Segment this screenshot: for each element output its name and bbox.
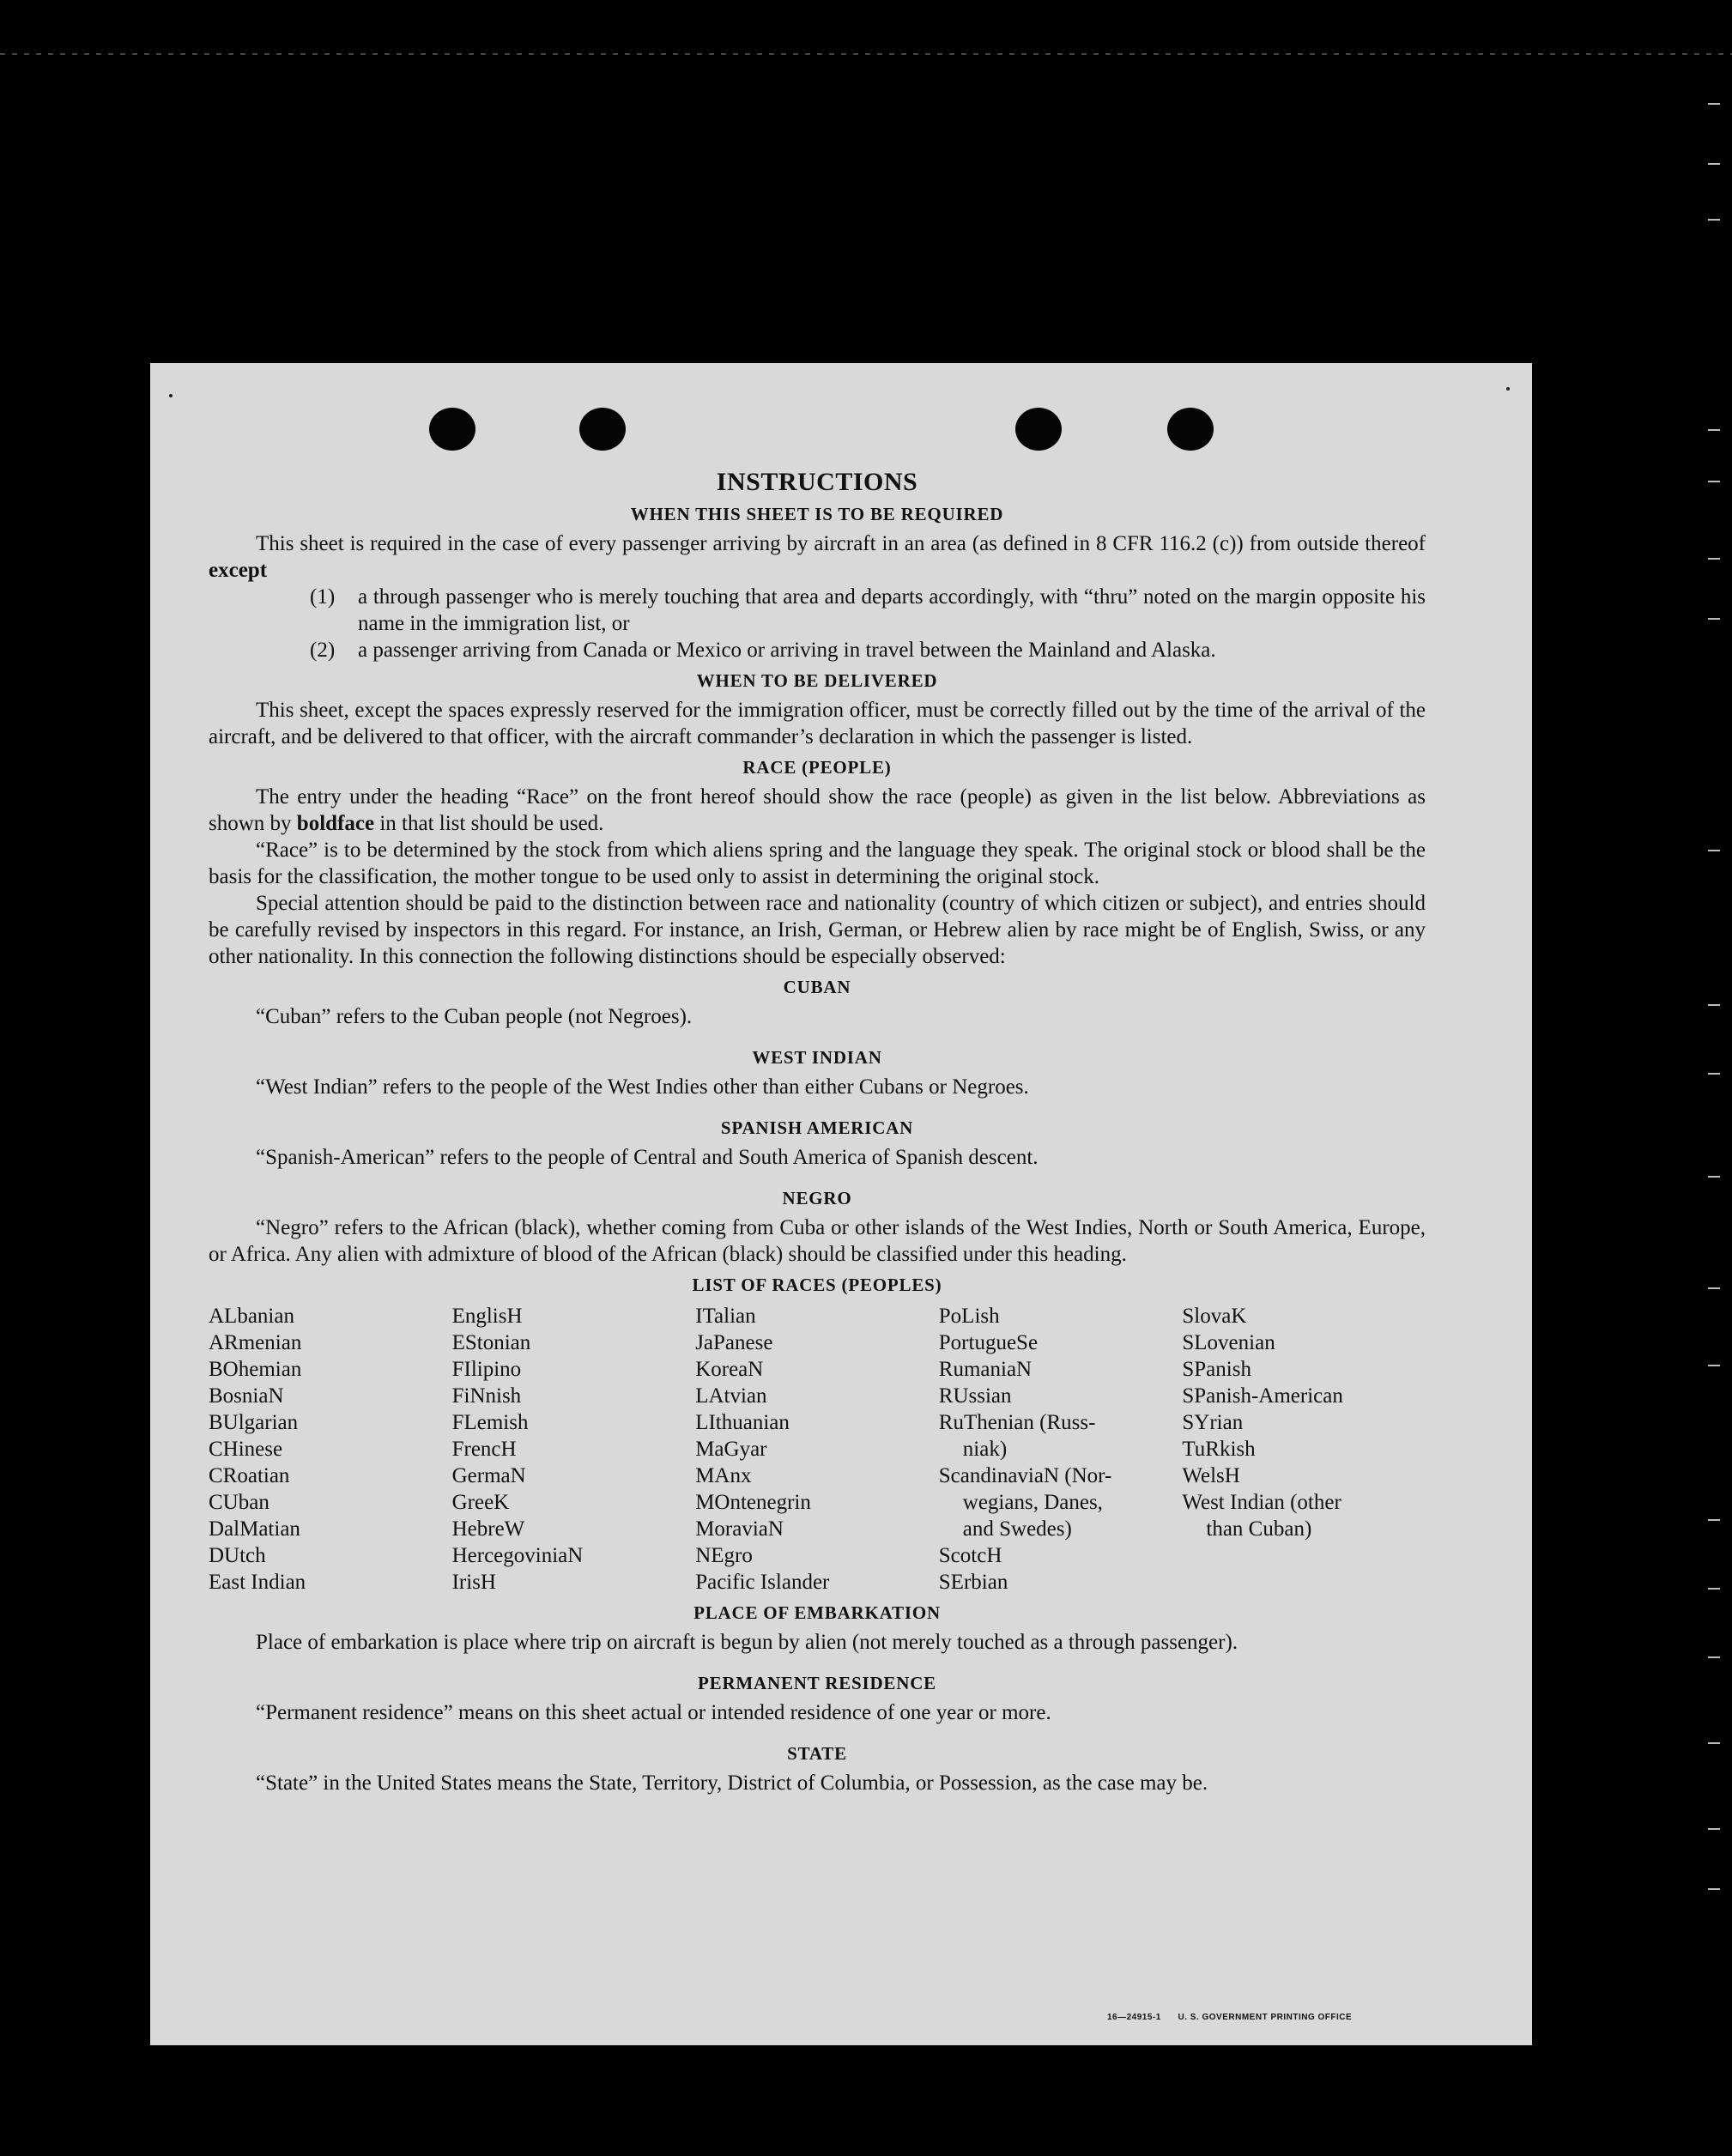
race-paragraph-2: “Race” is to be determined by the stock from which aliens spring and the language they speak. The original stock or blood shall be the basis for the classification, the mother tongue to be used only to assist in determining the original stock. xyxy=(209,839,1426,888)
heading-west-indian: WEST INDIAN xyxy=(752,1047,882,1068)
race-entry: FLemish xyxy=(451,1411,529,1434)
heading-spanish-american: SPANISH AMERICAN xyxy=(720,1117,914,1138)
race-entry: BosniaN xyxy=(209,1384,284,1408)
race-entry: SErbian xyxy=(938,1571,1008,1594)
race-entry: FiNnish xyxy=(451,1384,522,1408)
race-entry: RUssian xyxy=(938,1384,1012,1408)
race-paragraph-1: The entry under the heading “Race” on the front hereof should show the race (people) as given in the list below. Abbreviations as shown by boldface in that list should be used. xyxy=(209,785,1426,835)
cuban-text: “Cuban” refers to the Cuban people (not Negroes). xyxy=(256,1005,693,1028)
race-entry: DUtch xyxy=(209,1544,266,1567)
race-entry: MOntenegrin xyxy=(695,1491,811,1514)
scan-edge-marks xyxy=(1698,77,1732,2120)
race-entry: SYrian xyxy=(1182,1411,1244,1434)
required-intro: This sheet is required in the case of every passenger arriving by aircraft in an area (as defined in 8 CFR 116.2 (c)) from outside thereof except xyxy=(209,532,1426,582)
race-entry: MaGyar xyxy=(695,1438,767,1461)
race-entry: GreeK xyxy=(451,1491,510,1514)
embarkation-text: Place of embarkation is place where trip on aircraft is begun by alien (not merely touched as a through passenger). xyxy=(256,1631,1238,1654)
race-entry: MoraviaN xyxy=(695,1517,784,1541)
race-entry: ARmenian xyxy=(209,1331,302,1354)
race-paragraph-3: Special attention should be paid to the distinction between race and nationality (country of which citizen or subject), and entries should be carefully revised by inspectors in this regard. For instance, an Irish, German, or Hebrew alien by race might be of English, Swiss, or any other nationality. In this connection the following distinctions should be especially observed: xyxy=(209,892,1426,968)
heading-race: RACE (PEOPLE) xyxy=(742,757,892,778)
race-entry: FIlipino xyxy=(451,1358,522,1381)
speck xyxy=(1506,387,1510,391)
race-entry: GermaN xyxy=(451,1464,526,1487)
form-code: 16—24915-1 xyxy=(1107,2013,1161,2022)
heading-residence: PERMANENT RESIDENCE xyxy=(698,1673,936,1693)
races-column xyxy=(1182,1303,1426,1596)
race-entry: ScandinaviaN (Nor- xyxy=(938,1464,1112,1487)
race-entry: TuRkish xyxy=(1182,1438,1256,1461)
race-entry: PortugueSe xyxy=(938,1331,1039,1354)
races-column xyxy=(695,1303,939,1596)
race-entry: SPanish-American xyxy=(1182,1384,1343,1408)
heading-embarkation: PLACE OF EMBARKATION xyxy=(693,1602,941,1623)
races-column xyxy=(209,1303,452,1596)
printer-imprint xyxy=(1107,2013,1352,2022)
race-entry: SlovaK xyxy=(1182,1305,1247,1328)
page-title: INSTRUCTIONS xyxy=(716,468,918,496)
punch-hole xyxy=(1167,408,1214,451)
race-entry: WelsH xyxy=(1182,1464,1240,1487)
race-entry: EStonian xyxy=(451,1331,531,1354)
race-entry: KoreaN xyxy=(695,1358,764,1381)
speck xyxy=(169,394,173,397)
race-entry: RuThenian (Russ- xyxy=(938,1411,1096,1434)
delivered-text: This sheet, except the spaces expressly reserved for the immigration officer, must be correctly filled out by the time of the arrival of the aircraft, and be delivered to that officer, with the aircraft commander’s declaration in which the passenger is listed. xyxy=(209,699,1426,748)
race-entry: FrencH xyxy=(451,1438,517,1461)
races-column xyxy=(939,1303,1183,1596)
races-table xyxy=(209,1303,1426,1596)
race-entry: MAnx xyxy=(695,1464,752,1487)
document-page xyxy=(150,363,1532,2045)
race-entry: CRoatian xyxy=(209,1464,290,1487)
races-column xyxy=(452,1303,696,1596)
negro-text: “Negro” refers to the African (black), whether coming from Cuba or other islands of the West Indies, North or South America, Europe, or Africa. Any alien with admixture of blood of the African (black) should be classified under this heading. xyxy=(209,1216,1426,1266)
heading-races-list: LIST OF RACES (PEOPLES) xyxy=(692,1275,942,1295)
heading-state: STATE xyxy=(787,1743,847,1764)
heading-cuban: CUBAN xyxy=(783,977,851,997)
race-entry: HercegoviniaN xyxy=(451,1544,584,1567)
punch-hole xyxy=(429,408,475,451)
spanish-american-text: “Spanish-American” refers to the people of Central and South America of Spanish descent. xyxy=(256,1146,1039,1169)
required-item: (1) a through passenger who is merely touching that area and departs accordingly, with “thru” noted on the margin opposite his name in the immigration list, or xyxy=(310,585,1426,635)
west-indian-text: “West Indian” refers to the people of the West Indies other than either Cubans or Negroes. xyxy=(256,1075,1029,1099)
race-entry: LAtvian xyxy=(695,1384,767,1408)
race-entry: NEgro xyxy=(695,1544,753,1567)
heading-delivered: WHEN TO BE DELIVERED xyxy=(696,670,938,691)
race-entry: niak) xyxy=(962,1438,1008,1461)
printer-name: U. S. GOVERNMENT PRINTING OFFICE xyxy=(1178,2013,1353,2022)
race-entry: Pacific Islander xyxy=(695,1571,830,1594)
required-item: (2) a passenger arriving from Canada or Mexico or arriving in travel between the Mainland and Alaska. xyxy=(310,639,1216,662)
race-entry: BUlgarian xyxy=(209,1411,299,1434)
race-entry: ALbanian xyxy=(209,1305,294,1328)
state-text: “State” in the United States means the State, Territory, District of Columbia, or Possession, as the case may be. xyxy=(256,1771,1208,1795)
race-entry: DalMatian xyxy=(209,1517,300,1541)
race-entry: BOhemian xyxy=(209,1358,302,1381)
race-entry: RumaniaN xyxy=(938,1358,1033,1381)
residence-text: “Permanent residence” means on this sheet actual or intended residence of one year or more. xyxy=(256,1701,1051,1724)
race-entry: and Swedes) xyxy=(962,1517,1072,1541)
race-entry: LIthuanian xyxy=(695,1411,790,1434)
race-entry: than Cuban) xyxy=(1206,1517,1312,1541)
race-entry: IrisH xyxy=(451,1571,496,1594)
race-entry: SLovenian xyxy=(1182,1331,1275,1354)
race-entry: East Indian xyxy=(209,1571,306,1594)
race-entry: wegians, Danes, xyxy=(962,1491,1103,1514)
scan-artifact-line xyxy=(0,53,1732,55)
heading-negro: NEGRO xyxy=(782,1188,852,1208)
punch-hole xyxy=(579,408,626,451)
race-entry: CUban xyxy=(209,1491,269,1514)
race-entry: West Indian (other xyxy=(1182,1491,1341,1514)
race-entry: HebreW xyxy=(451,1517,525,1541)
race-entry: EnglisH xyxy=(451,1305,523,1328)
race-entry: PoLish xyxy=(938,1305,1000,1328)
heading-required: WHEN THIS SHEET IS TO BE REQUIRED xyxy=(630,504,1004,524)
punch-hole xyxy=(1015,408,1062,451)
race-entry: ITalian xyxy=(695,1305,756,1328)
instructions-body xyxy=(209,468,1426,1796)
race-entry: JaPanese xyxy=(695,1331,773,1354)
race-entry: ScotcH xyxy=(938,1544,1002,1567)
race-entry: CHinese xyxy=(209,1438,283,1461)
race-entry: SPanish xyxy=(1182,1358,1251,1381)
